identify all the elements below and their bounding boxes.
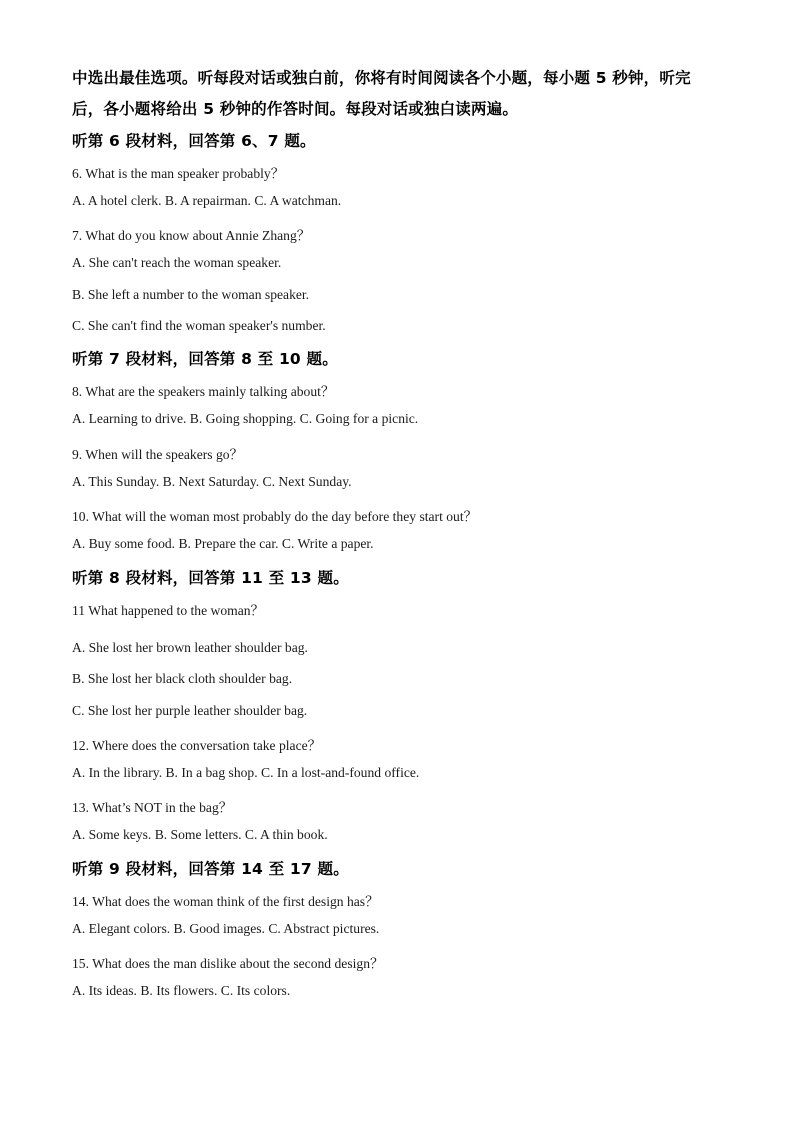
question-8: 8. What are the speakers mainly talking about？ (72, 384, 335, 399)
question-9: 9. When will the speakers go？ (72, 447, 244, 462)
options-6: A. A hotel clerk. B. A repairman. C. A watchman. (72, 193, 342, 208)
option-7a: A. She can't reach the woman speaker. (72, 255, 282, 270)
option-7b: B. She left a number to the woman speaker. (72, 287, 310, 302)
question-10: 10. What will the woman most probably do the day before they start out？ (72, 509, 478, 524)
options-10: A. Buy some food. B. Prepare the car. C. Write a paper. (72, 536, 374, 551)
section-heading-8: 听第 8 段材料，回答第 11 至 13 题。 (72, 569, 349, 587)
question-6: 6. What is the man speaker probably？ (72, 166, 285, 181)
instructions-line-2: 后，各小题将给出 5 秒钟的作答时间。每段对话或独白读两遍。 (72, 100, 519, 118)
section-heading-9: 听第 9 段材料，回答第 14 至 17 题。 (72, 860, 349, 878)
option-11a: A. She lost her brown leather shoulder bag. (72, 640, 308, 655)
question-14: 14. What does the woman think of the first design has？ (72, 894, 379, 909)
instructions-line-1: 中选出最佳选项。听每段对话或独白前，你将有时间阅读各个小题，每小题 5 秒钟，听完 (72, 69, 691, 87)
options-8: A. Learning to drive. B. Going shopping. C. Going for a picnic. (72, 411, 419, 426)
question-12: 12. Where does the conversation take place？ (72, 738, 322, 753)
question-15: 15. What does the man dislike about the second design？ (72, 956, 384, 971)
options-14: A. Elegant colors. B. Good images. C. Abstract pictures. (72, 921, 380, 936)
options-9: A. This Sunday. B. Next Saturday. C. Next Sunday. (72, 474, 352, 489)
question-7: 7. What do you know about Annie Zhang？ (72, 228, 311, 243)
section-heading-6: 听第 6 段材料，回答第 6、7 题。 (72, 132, 316, 150)
options-12: A. In the library. B. In a bag shop. C. In a lost-and-found office. (72, 765, 420, 780)
options-13: A. Some keys. B. Some letters. C. A thin book. (72, 827, 328, 842)
option-11b: B. She lost her black cloth shoulder bag. (72, 671, 293, 686)
option-7c: C. She can't find the woman speaker's number. (72, 318, 326, 333)
options-15: A. Its ideas. B. Its flowers. C. Its colors. (72, 983, 291, 998)
section-heading-7: 听第 7 段材料，回答第 8 至 10 题。 (72, 350, 338, 368)
question-11: 11 What happened to the woman？ (72, 603, 265, 618)
question-13: 13. What’s NOT in the bag？ (72, 800, 233, 815)
option-11c: C. She lost her purple leather shoulder bag. (72, 703, 308, 718)
